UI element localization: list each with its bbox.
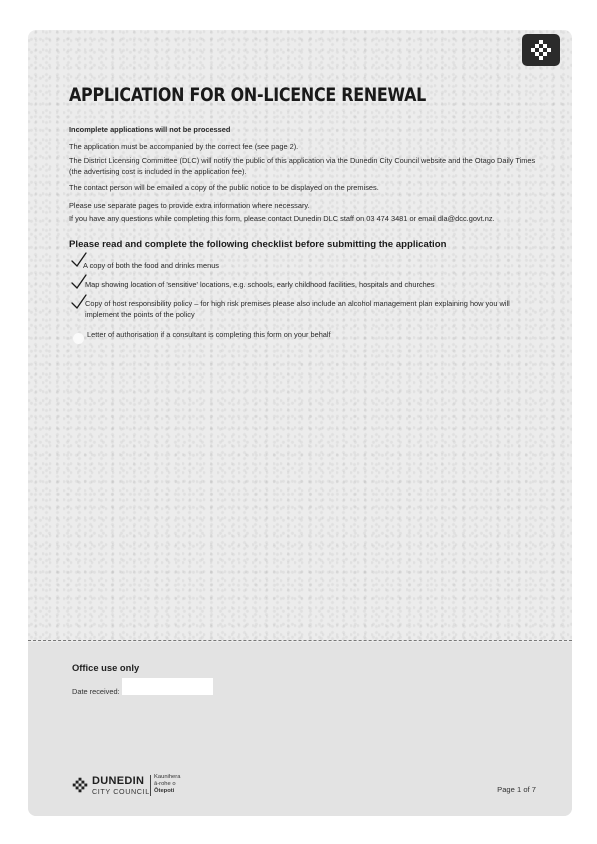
incomplete-warning: Incomplete applications will not be processed [69,125,231,134]
checklist-item-map: Map showing location of 'sensitive' locations, e.g. schools, early childhood facilities, hospitals and churches [85,280,435,289]
checklist-item-authorisation: Letter of authorisation if a consultant is completing this form on your behalf [87,330,331,339]
brand-subtitle: CITY COUNCIL [92,787,150,796]
dcc-emblem-icon [72,777,88,793]
brand-name: DUNEDIN [92,775,145,787]
dcc-footer-logo [72,773,197,801]
contact-paragraph: If you have any questions while completing this form, please contact Dunedin DLC staff on 03 474 3481 or email dla@dcc.govt.nz. [69,214,495,223]
fee-paragraph: The application must be accompanied by the correct fee (see page 2). [69,142,299,151]
dcc-emblem-icon [522,34,560,66]
form-page [28,30,572,816]
page-number: Page 1 of 7 [497,785,536,794]
brand-separator [150,775,151,796]
date-received-label: Date received: [72,687,120,696]
dashed-divider [28,640,572,641]
public-notice-paragraph: The contact person will be emailed a copy of the public notice to be displayed on the premises. [69,183,379,192]
maori-line: ā-rohe o [154,781,176,787]
checklist-item-menus: A copy of both the food and drinks menus [83,261,219,270]
checklist-heading: Please read and complete the following checklist before submitting the application [69,239,447,250]
maori-name [154,774,180,795]
maori-line: Kaunihera [154,774,181,780]
separate-pages-paragraph: Please use separate pages to provide extra information where necessary. [69,201,310,210]
checklist-item-host-policy: Copy of host responsibility policy – for high risk premises please also include an alcohol management plan explaining how you will implement the points of the policy [85,299,510,319]
form-title: APPLICATION FOR ON-LICENCE RENEWAL [69,85,427,106]
office-use-title: Office use only [72,662,140,673]
maori-line: Ōtepoti [154,788,175,794]
date-received-field[interactable] [122,678,213,695]
notification-paragraph: The District Licensing Committee (DLC) will notify the public of this application via the Dunedin City Council website and the Otago Daily Times (the advertising cost is included in the application fee). [69,156,536,176]
unchecked-checkbox[interactable] [73,333,84,344]
